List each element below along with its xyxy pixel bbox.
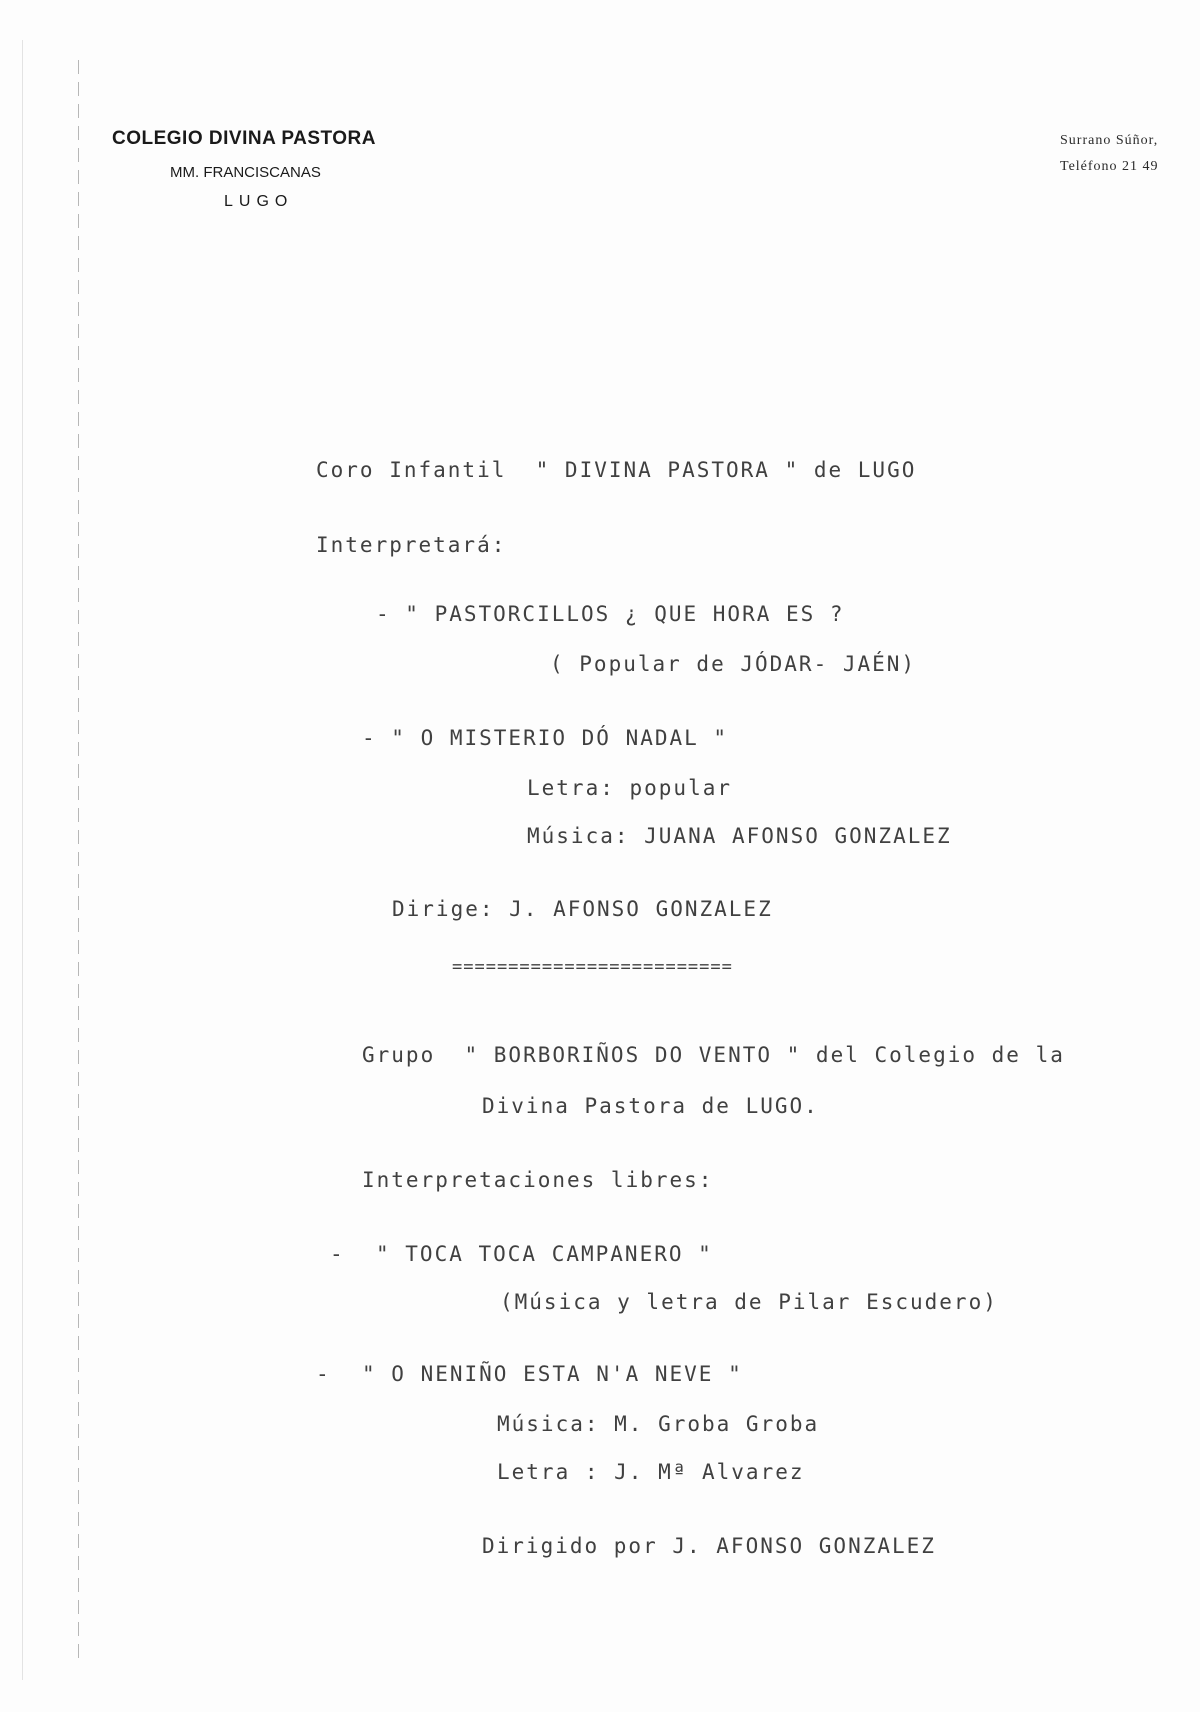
choir-title: Coro Infantil " DIVINA PASTORA " de LUGO: [316, 458, 917, 482]
song2-lyrics: Letra: popular: [527, 776, 733, 800]
group-title: Grupo " BORBORIÑOS DO VENTO " del Colegio de la: [362, 1043, 1065, 1067]
song3-dash: -: [330, 1242, 345, 1266]
page-edge-shadow: [22, 40, 23, 1680]
song1-title: - " PASTORCILLOS ¿ QUE HORA ES ?: [376, 602, 845, 626]
song4-lyrics: Letra : J. Mª Alvarez: [497, 1460, 805, 1484]
school-name: COLEGIO DIVINA PASTORA: [112, 128, 377, 149]
choir-director: Dirige: J. AFONSO GONZALEZ: [392, 897, 773, 921]
street-address: Surrano Súñor,: [1060, 133, 1159, 148]
city: LUGO: [224, 193, 294, 210]
binding-edge: [78, 60, 79, 1660]
song1-credit: ( Popular de JÓDAR- JAÉN): [550, 652, 917, 676]
group-director: Dirigido por J. AFONSO GONZALEZ: [482, 1534, 936, 1558]
address-block: [1060, 128, 1200, 180]
section-separator: =========================: [452, 957, 733, 977]
song4-dash: -: [316, 1362, 331, 1386]
song3-credit: (Música y letra de Pilar Escudero): [500, 1290, 998, 1314]
choir-intro: Interpretará:: [316, 533, 507, 557]
group-intro: Interpretaciones libres:: [362, 1168, 714, 1192]
religious-order: MM. FRANCISCANAS: [170, 164, 321, 181]
song4-music: Música: M. Groba Groba: [497, 1412, 820, 1436]
song2-music: Música: JUANA AFONSO GONZALEZ: [527, 824, 952, 848]
phone-number: Teléfono 21 49: [1060, 159, 1159, 174]
song4-title: " O NENIÑO ESTA N'A NEVE ": [362, 1362, 743, 1386]
letterhead: [112, 128, 422, 211]
group-school: Divina Pastora de LUGO.: [482, 1094, 819, 1118]
song3-title: " TOCA TOCA CAMPANERO ": [376, 1242, 713, 1266]
song2-title: - " O MISTERIO DÓ NADAL ": [362, 726, 729, 750]
